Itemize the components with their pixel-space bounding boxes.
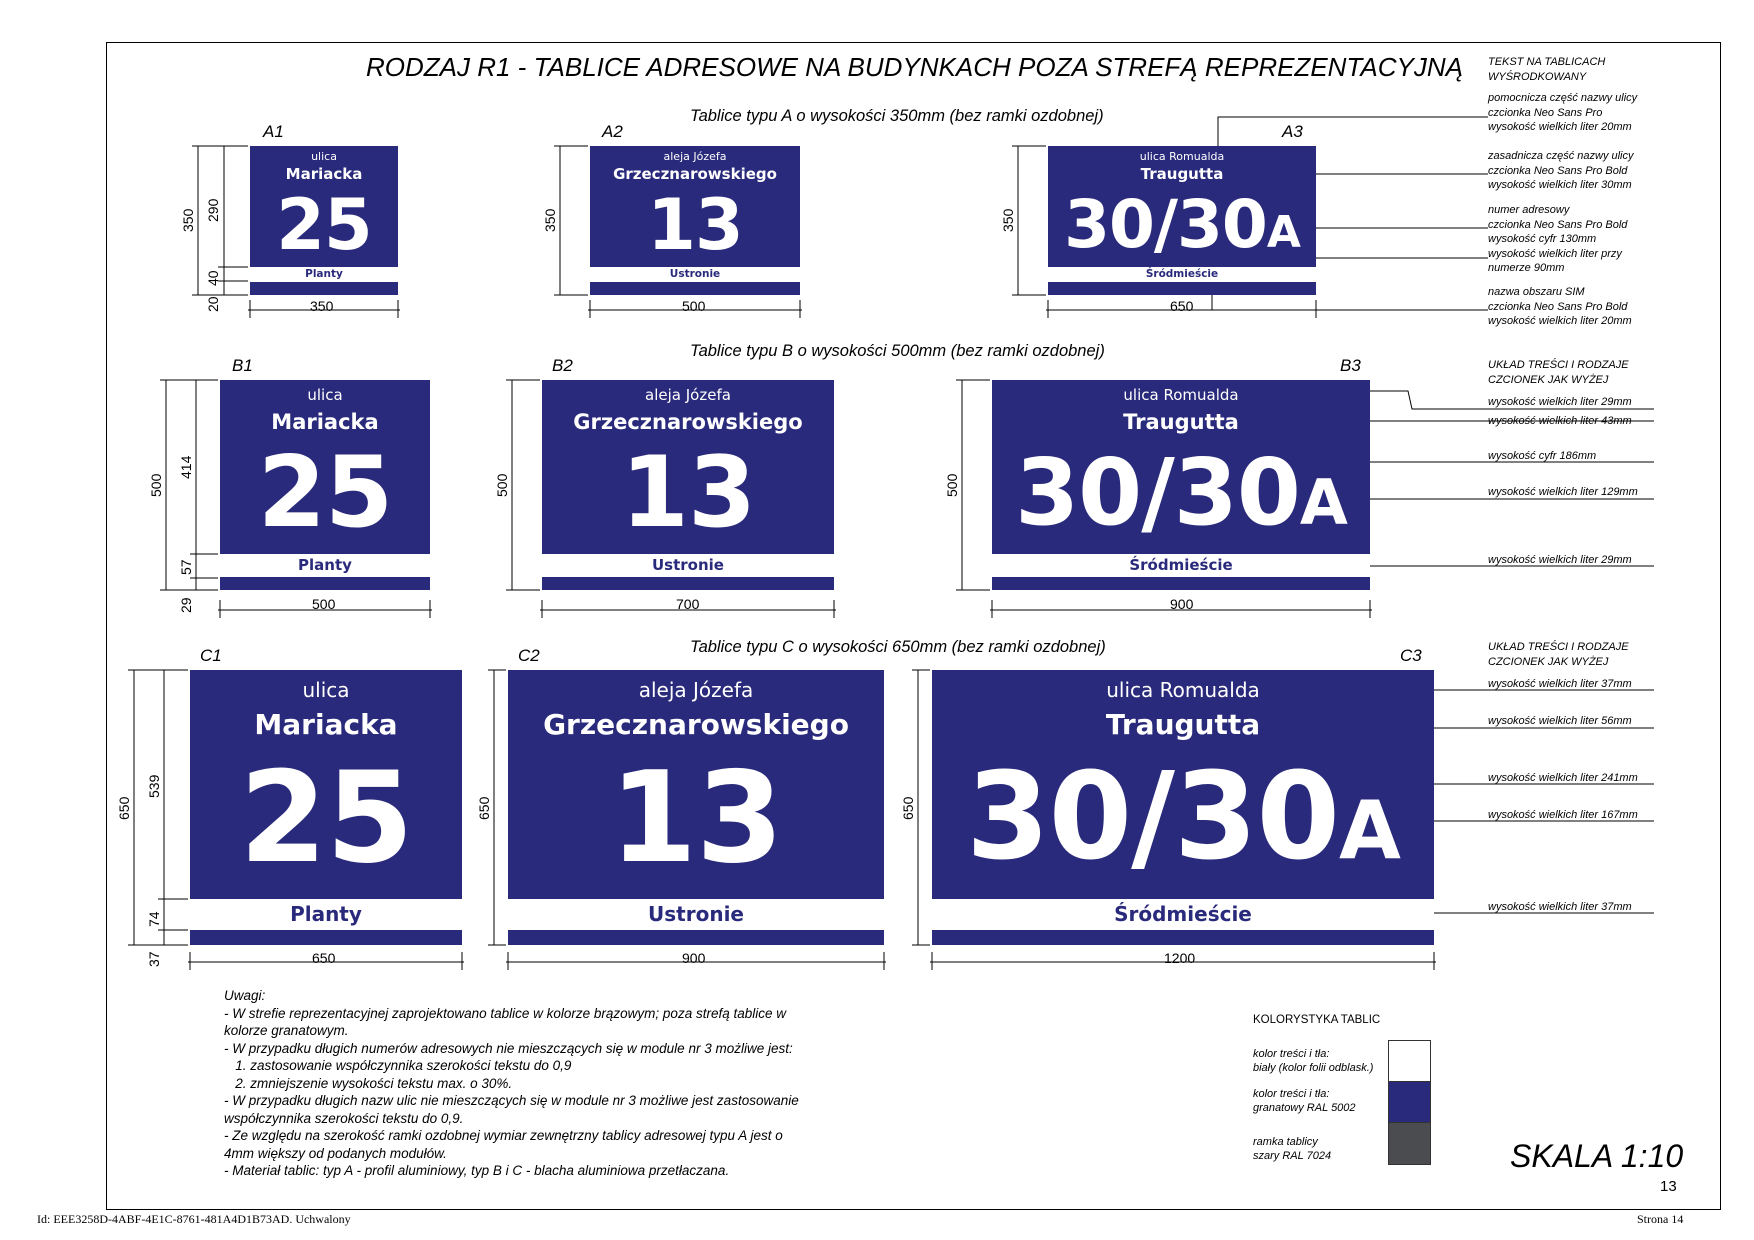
dim-c1-height: 650 (116, 796, 132, 820)
plate-b1-prefix: ulica (307, 386, 343, 404)
plate-a2 (590, 146, 800, 295)
sheet-number: 13 (1660, 1178, 1677, 1195)
plate-b3-area: Śródmieście (992, 554, 1370, 577)
dim-b2-height: 500 (494, 473, 510, 497)
dim-a1-bottom: 20 (205, 296, 221, 312)
plate-b1-number: 25 (257, 436, 393, 550)
dim-a3-width: 650 (1170, 298, 1194, 314)
plate-a3-suffix: A (1266, 207, 1300, 258)
color-legend-line: kolor treści i tła: (1253, 1088, 1330, 1100)
plate-b3-prefix: ulica Romualda (1123, 386, 1239, 404)
plate-a3-prefix: ulica Romualda (1139, 150, 1225, 163)
plate-c2-prefix: aleja Józefa (638, 678, 754, 702)
section-b-heading: Tablice typu B o wysokości 500mm (bez ramki ozdobnej) (690, 342, 1105, 360)
dim-c3-width: 1200 (1164, 950, 1196, 966)
dim-c1-bottom: 37 (146, 951, 162, 967)
notes-line: Uwagi: (224, 988, 266, 1003)
plate-label-a1: A1 (263, 122, 284, 141)
plate-a1-area: Planty (250, 267, 398, 282)
color-legend-line: biały (kolor folii odblask.) (1253, 1062, 1374, 1074)
plate-c1-number: 25 (239, 744, 413, 891)
dim-c3-height: 650 (900, 796, 916, 820)
notes-line: - W strefie reprezentacyjnej zaprojektowano tablice w kolorze brązowym; poza strefą tablice w (224, 1005, 786, 1021)
plate-label-b1: B1 (232, 356, 253, 375)
annotation-a-line: wysokość cyfr 130mm (1488, 233, 1597, 245)
dim-b1-stripe: 57 (178, 559, 194, 575)
annotation-a-line: zasadnicza część nazwy ulicy (1488, 150, 1634, 162)
plate-c2 (508, 670, 884, 945)
scale-label: SKALA 1:10 (1510, 1138, 1684, 1174)
annotation-a-line: numer adresowy (1488, 204, 1570, 216)
plate-label-c2: C2 (518, 646, 540, 665)
annotation-b-header (1488, 358, 1629, 387)
colors-legend-title: KOLORYSTYKA TABLIC (1253, 1014, 1381, 1026)
notes-line: kolorze granatowym. (224, 1023, 349, 1038)
dim-a2-height: 350 (542, 208, 558, 232)
annotation-b-line: CZCIONEK JAK WYŻEJ (1488, 373, 1609, 386)
plate-a3-area: Śródmieście (1048, 267, 1316, 282)
dim-a1-height: 350 (180, 208, 196, 232)
annotation-c-street: wysokość wielkich liter 56mm (1488, 715, 1632, 727)
notes-block (224, 987, 799, 1180)
swatch-white (1388, 1040, 1431, 1083)
plate-c3-area: Śródmieście (932, 899, 1434, 930)
color-legend-line: szary RAL 7024 (1253, 1150, 1332, 1162)
color-legend-grey (1253, 1135, 1331, 1163)
section-c-heading: Tablice typu C o wysokości 650mm (bez ramki ozdobnej) (690, 638, 1106, 656)
dim-b1-width: 500 (312, 596, 336, 612)
dim-c1-stripe: 74 (146, 911, 162, 927)
dim-a1-stripe: 40 (205, 270, 221, 286)
color-legend-white (1253, 1047, 1373, 1075)
annotation-a-line: WYŚRODKOWANY (1488, 70, 1587, 83)
dim-c2-height: 650 (476, 796, 492, 820)
annotation-b-area: wysokość wielkich liter 29mm (1488, 554, 1632, 566)
dim-c2-width: 900 (682, 950, 706, 966)
dim-b1-height: 500 (148, 473, 164, 497)
plate-c2-number: 13 (609, 744, 783, 891)
plate-a1 (250, 146, 398, 295)
plate-c1-prefix: ulica (302, 678, 350, 702)
plate-a2-area: Ustronie (590, 267, 800, 282)
plate-b3-street: Traugutta (1123, 410, 1239, 434)
annotation-b-line: UKŁAD TREŚCI I RODZAJE (1488, 359, 1629, 371)
plate-a2-prefix: aleja Józefa (663, 150, 727, 163)
dim-c1-width: 650 (312, 950, 336, 966)
plate-b3-number-group (992, 438, 1370, 558)
plate-b2 (542, 380, 834, 590)
plate-c3-suffix: A (1338, 784, 1400, 877)
color-legend-line: granatowy RAL 5002 (1253, 1102, 1356, 1114)
annotation-a-line: pomocnicza część nazwy ulicy (1488, 92, 1638, 104)
plate-label-c1: C1 (200, 646, 222, 665)
section-a-heading: Tablice typu A o wysokości 350mm (bez ramki ozdobnej) (690, 107, 1104, 125)
notes-line: 1. zastosowanie współczynnika szerokości tekstu do 0,9 (224, 1058, 572, 1073)
dim-b1-top: 414 (178, 455, 194, 479)
annotation-b-prefix: wysokość wielkich liter 29mm (1488, 396, 1632, 408)
swatch-grey (1388, 1122, 1431, 1165)
plate-a1-number: 25 (276, 184, 372, 266)
plate-a3-number-group (1048, 186, 1316, 272)
plate-label-c3: C3 (1400, 646, 1422, 665)
annotation-c-area: wysokość wielkich liter 37mm (1488, 901, 1632, 913)
drawing-title: RODZAJ R1 - TABLICE ADRESOWE NA BUDYNKACH POZA STREFĄ REPREZENTACYJNĄ (366, 52, 1463, 82)
annotation-c-header (1488, 640, 1629, 669)
plate-b3 (992, 380, 1370, 590)
plate-b2-street: Grzecznarowskiego (573, 410, 803, 434)
plate-c3 (932, 670, 1434, 945)
notes-line: 4mm większy od podanych modułów. (224, 1145, 447, 1161)
dim-a1-top: 290 (205, 198, 221, 222)
annotation-a-line: wysokość wielkich liter 30mm (1488, 179, 1632, 191)
annotation-a-line: czcionka Neo Sans Pro (1488, 106, 1603, 119)
plate-c3-number-group (932, 748, 1434, 901)
plate-b2-number: 13 (620, 436, 756, 550)
plate-b2-prefix: aleja Józefa (645, 386, 731, 404)
dim-b3-width: 900 (1170, 596, 1194, 612)
annotation-b-street: wysokość wielkich liter 43mm (1488, 415, 1632, 427)
plate-label-b2: B2 (552, 356, 573, 375)
annotation-a-line: czcionka Neo Sans Pro Bold (1488, 164, 1628, 177)
annotation-c-line: CZCIONEK JAK WYŻEJ (1488, 655, 1609, 668)
dim-a2-width: 500 (682, 298, 706, 314)
notes-line: - Materiał tablic: typ A - profil aluminiowy, typ B i C - blacha aluminiowa przetłaczana. (224, 1163, 730, 1178)
annotation-a-line: wysokość wielkich liter 20mm (1488, 315, 1632, 327)
annotation-c-number: wysokość wielkich liter 241mm (1488, 772, 1638, 784)
plate-c2-street: Grzecznarowskiego (543, 708, 849, 741)
annotation-a-line: wysokość wielkich liter 20mm (1488, 121, 1632, 133)
annotation-a-street (1488, 149, 1634, 193)
annotation-a-area (1488, 285, 1632, 329)
dim-a3-height: 350 (1000, 208, 1016, 232)
notes-line: - W przypadku długich numerów adresowych nie mieszczących się w module nr 3 możliwe jest: (224, 1040, 793, 1056)
plate-b2-area: Ustronie (542, 554, 834, 577)
dim-b2-width: 700 (676, 596, 700, 612)
plate-label-a3: A3 (1282, 122, 1303, 141)
notes-line: współczynnika szerokości tekstu do 0,9. (224, 1110, 464, 1126)
swatch-navy (1388, 1081, 1431, 1124)
annotation-a-header (1488, 55, 1605, 84)
plate-c2-area: Ustronie (508, 899, 884, 930)
plate-c1-area: Planty (190, 899, 462, 930)
annotation-c-line: UKŁAD TREŚCI I RODZAJE (1488, 641, 1629, 653)
annotation-b-number: wysokość cyfr 186mm (1488, 450, 1597, 462)
plate-label-b3: B3 (1340, 356, 1361, 375)
annotation-a-prefix (1488, 91, 1637, 135)
annotation-a-line: czcionka Neo Sans Pro Bold (1488, 218, 1628, 231)
plate-b3-number: 30/30 (1015, 439, 1300, 546)
plate-a3 (1048, 146, 1316, 295)
plate-b1-street: Mariacka (271, 410, 379, 434)
dim-a1-width: 350 (310, 298, 334, 314)
annotation-c-prefix: wysokość wielkich liter 37mm (1488, 678, 1632, 690)
plate-a2-street: Grzecznarowskiego (613, 165, 777, 183)
plate-a2-number: 13 (647, 184, 743, 266)
document-id: Id: EEE3258D-4ABF-4E1C-8761-481A4D1B73AD. Uchwalony (37, 1212, 351, 1226)
annotation-a-line: czcionka Neo Sans Pro Bold (1488, 300, 1628, 313)
plate-a1-prefix: ulica (311, 150, 337, 163)
annotation-a-line: wysokość wielkich liter przy (1488, 247, 1622, 260)
plate-b3-suffix: A (1299, 466, 1347, 539)
color-legend-line: ramka tablicy (1253, 1136, 1318, 1148)
annotation-a-line: TEKST NA TABLICACH (1488, 56, 1606, 68)
color-legend-navy (1253, 1087, 1356, 1115)
plate-b1-area: Planty (220, 554, 430, 577)
plate-c3-street: Traugutta (1105, 708, 1261, 741)
annotation-a-line: numerze 90mm (1488, 262, 1565, 274)
annotation-b-suffix: wysokość wielkich liter 129mm (1488, 486, 1638, 498)
dim-c1-top: 539 (146, 774, 162, 798)
page-footer: Strona 14 (1637, 1212, 1684, 1226)
plate-a1-street: Mariacka (285, 165, 363, 183)
plate-c1 (190, 670, 462, 945)
notes-line: - Ze względu na szerokość ramki ozdobnej wymiar zewnętrzny tablicy adresowej typu A jest o (224, 1128, 783, 1143)
plate-a3-street: Traugutta (1140, 165, 1224, 183)
plate-b1 (220, 380, 430, 590)
plate-a3-number: 30/30 (1064, 186, 1267, 263)
plate-c1-street: Mariacka (254, 708, 398, 741)
notes-line: 2. zmniejszenie wysokości tekstu max. o 30%. (224, 1075, 513, 1091)
annotation-a-line: nazwa obszaru SIM (1488, 286, 1585, 298)
plate-c3-prefix: ulica Romualda (1106, 678, 1260, 702)
plate-label-a2: A2 (602, 122, 623, 141)
plate-c3-number: 30/30 (966, 748, 1339, 887)
color-legend-line: kolor treści i tła: (1253, 1048, 1330, 1060)
notes-line: - W przypadku długich nazw ulic nie mieszczących się w module nr 3 możliwe jest zastosowanie (224, 1093, 799, 1108)
annotation-a-number (1488, 203, 1627, 276)
annotation-c-suffix: wysokość wielkich liter 167mm (1488, 809, 1638, 821)
dim-b3-height: 500 (944, 473, 960, 497)
dim-b1-bottom: 29 (178, 597, 194, 613)
